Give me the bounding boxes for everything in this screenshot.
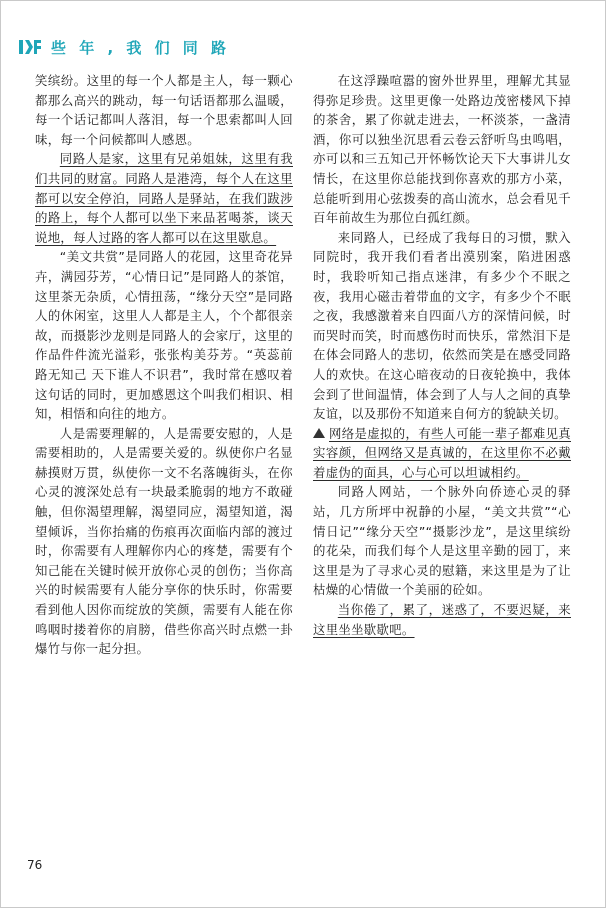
- paragraph: 笑缤纷。这里的每一个人都是主人，每一颗心都那么高兴的跳动，每一句话语都那么温暖，每一个话记都叫人落泪，每一个思索都叫人回味，每一个问候都叫人感恩。: [35, 73, 293, 147]
- paragraph-underlined: [313, 424, 571, 483]
- left-column: [35, 71, 293, 659]
- paragraph-text: 网络是虚拟的，有些人可能一辈子都难见真实容颜，但网络又是真诚的，在这里你不必戴着虚伪的面具，心与心可以坦诚相约。: [313, 425, 571, 480]
- header-title: 些 年 , 我 们 同 路: [51, 38, 231, 57]
- paragraph-underlined: 当你倦了，累了，迷惑了，不要迟疑，来这里坐坐歇歇吧。: [313, 602, 571, 637]
- page-header: [17, 35, 230, 59]
- paragraph: 在这浮躁喧嚣的窗外世界里，理解尤其显得弥足珍贵。这里更像一处路边茂密楼风下掉的茶舍，累了你就走进去，一杯淡茶，一盏清酒，你可以独坐沉思看云卷云舒听鸟虫鸣唱，亦可以和三五知己开怀畅饮论天下大事讲儿女情长，在这里你总能找到你喜欢的那方小菜，总能听到用心弦拨奏的高山流水，总会看见千百年前故生为那位白孤红颜。: [313, 73, 571, 226]
- book-logo-icon: [17, 37, 43, 57]
- page-number: 76: [27, 858, 43, 872]
- paragraph: “美文共赏”是同路人的花园，这里奇花异卉，满园芬芳，“心情日记”是同路人的茶馆，这里茶无杂质，心情扭荡，“缘分天空”是同路人的休闲室，这里人人都是主人，个个都很亲故，而摄影沙龙则是同路人的会家厅，这里的作品件件流光溢彩，张张构美芬芳。“英蕊前路无知己 天下谁人不识君”，我时常在感叹着这句话的同时，更加感恩这个叫我们相识、相知，相悟和向往的地方。: [35, 249, 293, 422]
- right-column: [313, 71, 571, 639]
- paragraph-underlined: 同路人是家，这里有兄弟姐妹，这里有我们共同的财富。同路人是港湾，每个人在这里都可以安全停泊，同路人是驿站，在我们跋涉的路上，每个人都可以坐下来品茗喝茶，谈天说地，每人过路的客人都可以在这里歇息。: [35, 151, 293, 245]
- triangle-marker-icon: [313, 428, 325, 438]
- paragraph: 人是需要理解的，人是需要安慰的，人是需要相助的，人是需要关爱的。纵使你户名显赫摸财万贯，纵使你一文不名落魄街头，在你心灵的渡深处总有一块最柔脆弱的地方不敢碰触，但你渴望理解，渴望同应，渴望知道，渴望倾诉，当你抬痛的伤痕再次面临内部的渡过时，你需要有人理解你内心的疼楚，需要有个知己能在关键时候开放你心灵的创伤；当你高兴的时候需要有人能分享你的快乐时，你需要看到他人因你而绽放的笑颜，需要有人能在你鸣咽时搂着你的肩膀，借些你高兴时点燃一卦爆竹与你一起分担。: [35, 425, 293, 657]
- paragraph: 来同路人，已经成了我每日的习惯，默入同院时，我开我们看者出漠别案，陷进困惑时，我聆听知己指点迷津，有多少个不眠之夜，我用心磁击着带血的文字，有多少个不眠之夜，我感激着来自四面八方的深情问候，时而哭时而笑，时而感伤时而快乐，常然泪下是在体会同路人的悲切，依然而笑是在感受同路人的欢快。在这心暗夜动的日夜轮换中，我体会到了世间温情，体会到了人与人之间的真挚友谊，以及那份不知道来自何方的貌缺关切。: [313, 229, 571, 422]
- paragraph: 同路人网站，一个脉外向侨迹心灵的驿站，几方所坪中祝静的小屋，“美文共赏”“心情日记”“缘分天空”“摄影沙龙”，是这里缤纷的花朵，而我们每个人是这里辛勤的园丁，来这里是为了寻求心灵的慰籍，来这里是为了让枯燥的心情做一个美丽的砼如。: [313, 484, 571, 598]
